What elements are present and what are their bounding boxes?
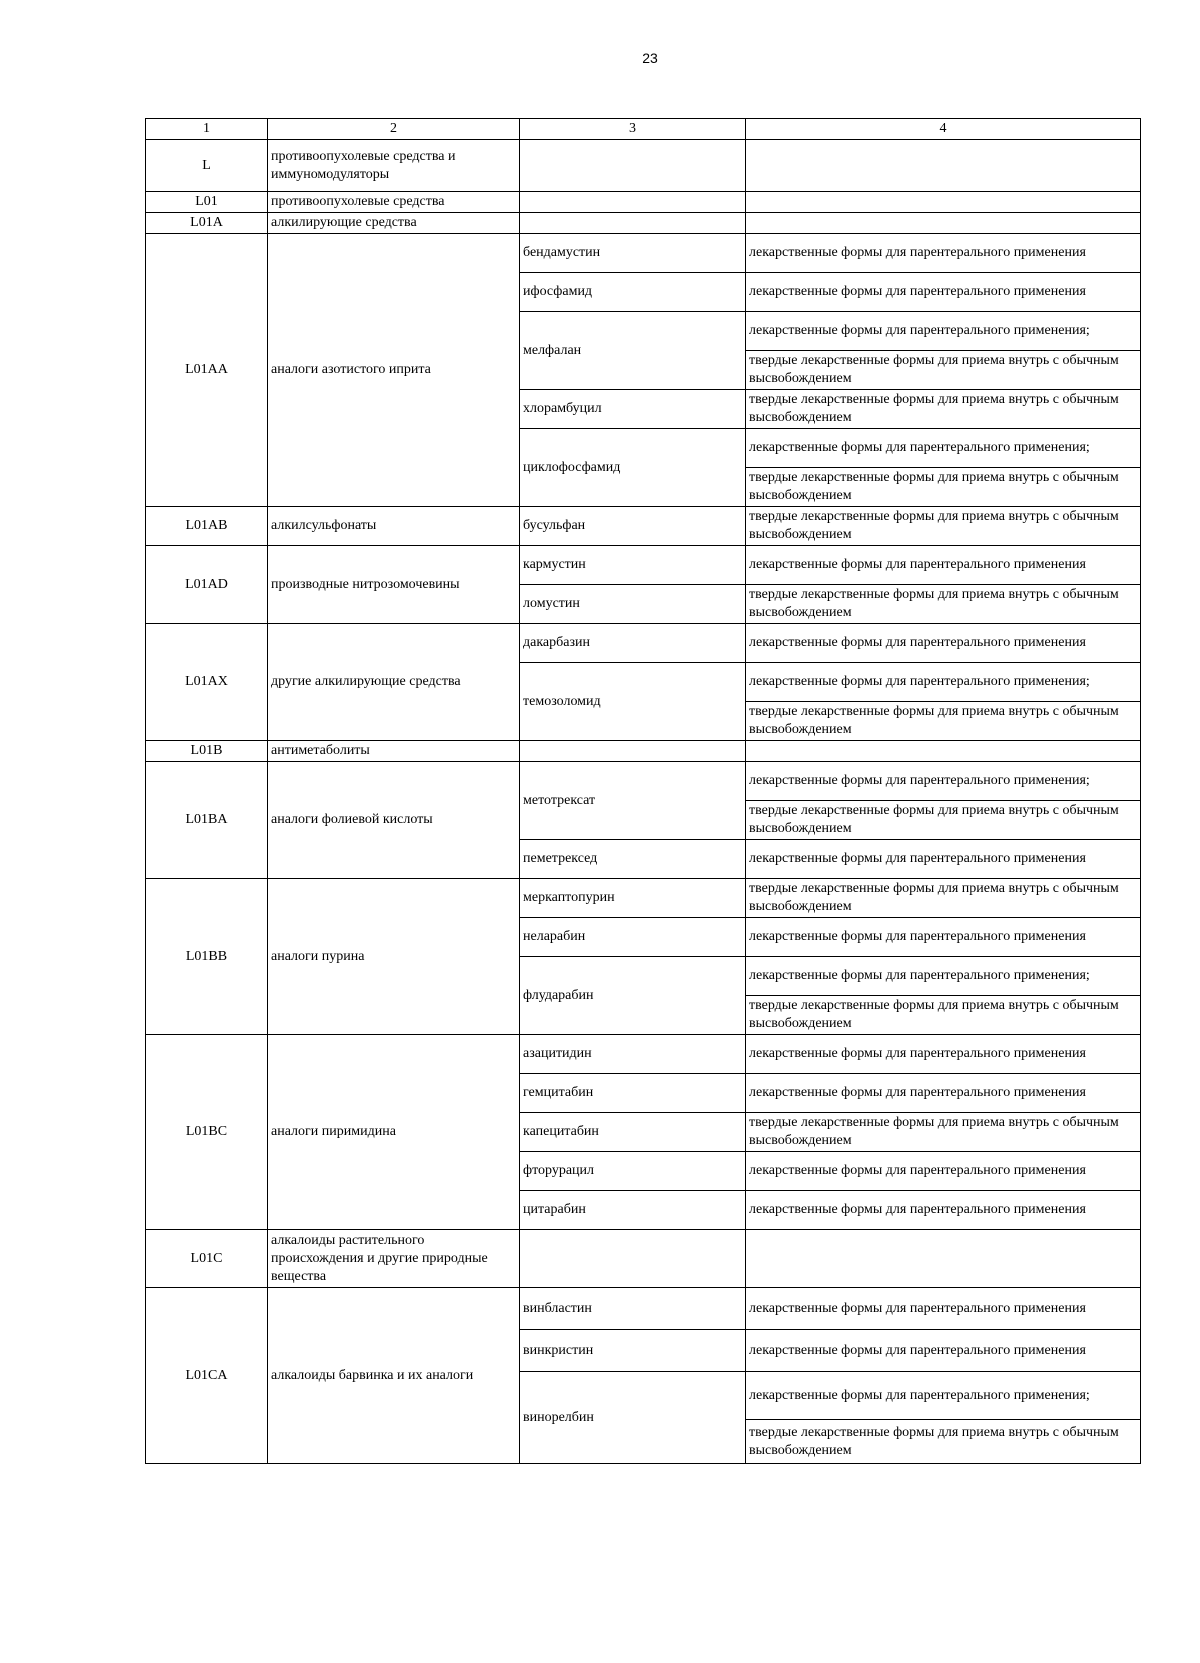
drug-name: метотрексат [520,762,746,840]
drug-name [520,1230,746,1288]
dosage-form: лекарственные формы для парентерального применения [746,546,1141,585]
table-row [146,741,1141,762]
table-row [146,140,1141,192]
group-name: алкалоиды растительного происхождения и другие природные вещества [268,1230,520,1288]
drug-name [520,192,746,213]
column-header: 2 [268,119,520,140]
dosage-form: лекарственные формы для парентерального применения [746,918,1141,957]
atc-code: L01AA [146,234,268,507]
dosage-form: твердые лекарственные формы для приема внутрь с обычным высвобождением [746,468,1141,507]
dosage-form: твердые лекарственные формы для приема внутрь с обычным высвобождением [746,351,1141,390]
dosage-form: твердые лекарственные формы для приема внутрь с обычным высвобождением [746,702,1141,741]
dosage-form: твердые лекарственные формы для приема внутрь с обычным высвобождением [746,507,1141,546]
dosage-form: лекарственные формы для парентерального применения [746,1035,1141,1074]
column-header: 4 [746,119,1141,140]
drug-name: винкристин [520,1330,746,1372]
drug-name: темозоломид [520,663,746,741]
atc-code: L01AX [146,624,268,741]
column-header: 3 [520,119,746,140]
drug-name: винбластин [520,1288,746,1330]
drug-name: бендамустин [520,234,746,273]
dosage-form: лекарственные формы для парентерального применения [746,234,1141,273]
dosage-form [746,1230,1141,1288]
medication-table [145,118,1141,1464]
dosage-form: лекарственные формы для парентерального применения; [746,1372,1141,1420]
drug-name: фторурацил [520,1152,746,1191]
group-name: аналоги фолиевой кислоты [268,762,520,879]
atc-code: L01BB [146,879,268,1035]
dosage-form: лекарственные формы для парентерального применения; [746,312,1141,351]
group-name: противоопухолевые средства и иммуномодуляторы [268,140,520,192]
dosage-form [746,213,1141,234]
drug-name: гемцитабин [520,1074,746,1113]
drug-name: ифосфамид [520,273,746,312]
atc-code: L01B [146,741,268,762]
dosage-form: лекарственные формы для парентерального применения [746,1330,1141,1372]
table-row [146,1230,1141,1288]
group-name: алкилсульфонаты [268,507,520,546]
drug-name: циклофосфамид [520,429,746,507]
atc-code: L01CA [146,1288,268,1464]
atc-code: L01BA [146,762,268,879]
drug-name [520,140,746,192]
atc-code: L01A [146,213,268,234]
dosage-form: твердые лекарственные формы для приема внутрь с обычным высвобождением [746,801,1141,840]
drug-name: пеметрексед [520,840,746,879]
dosage-form: лекарственные формы для парентерального применения; [746,957,1141,996]
column-header: 1 [146,119,268,140]
group-name: производные нитрозомочевины [268,546,520,624]
dosage-form [746,192,1141,213]
drug-name [520,213,746,234]
dosage-form: твердые лекарственные формы для приема внутрь с обычным высвобождением [746,585,1141,624]
drug-name: бусульфан [520,507,746,546]
drug-name: хлорамбуцил [520,390,746,429]
table-row [146,762,1141,801]
dosage-form: лекарственные формы для парентерального применения; [746,663,1141,702]
group-name: аналоги азотистого иприта [268,234,520,507]
group-name: алкилирующие средства [268,213,520,234]
group-name: алкалоиды барвинка и их аналоги [268,1288,520,1464]
atc-code: L01BC [146,1035,268,1230]
dosage-form: лекарственные формы для парентерального применения [746,840,1141,879]
drug-name: винорелбин [520,1372,746,1464]
dosage-form: лекарственные формы для парентерального применения; [746,429,1141,468]
drug-name [520,741,746,762]
table-header-row [146,119,1141,140]
dosage-form [746,140,1141,192]
table-row [146,507,1141,546]
group-name: аналоги пиримидина [268,1035,520,1230]
table-row [146,1288,1141,1330]
page-number: 23 [642,50,658,66]
atc-code: L01AB [146,507,268,546]
dosage-form: твердые лекарственные формы для приема внутрь с обычным высвобождением [746,390,1141,429]
drug-name: азацитидин [520,1035,746,1074]
drug-name: флударабин [520,957,746,1035]
dosage-form: лекарственные формы для парентерального применения [746,624,1141,663]
dosage-form: лекарственные формы для парентерального применения; [746,762,1141,801]
group-name: антиметаболиты [268,741,520,762]
group-name: аналоги пурина [268,879,520,1035]
dosage-form: твердые лекарственные формы для приема внутрь с обычным высвобождением [746,879,1141,918]
dosage-form: твердые лекарственные формы для приема внутрь с обычным высвобождением [746,1420,1141,1464]
table-row [146,546,1141,585]
drug-name: кармустин [520,546,746,585]
drug-name: мелфалан [520,312,746,390]
atc-code: L01 [146,192,268,213]
dosage-form: лекарственные формы для парентерального применения [746,1288,1141,1330]
drug-name: дакарбазин [520,624,746,663]
table-row [146,234,1141,273]
table-row [146,624,1141,663]
dosage-form: лекарственные формы для парентерального применения [746,1191,1141,1230]
dosage-form: лекарственные формы для парентерального применения [746,1152,1141,1191]
dosage-form: лекарственные формы для парентерального применения [746,1074,1141,1113]
drug-name: капецитабин [520,1113,746,1152]
table-row [146,1035,1141,1074]
dosage-form: лекарственные формы для парентерального применения [746,273,1141,312]
drug-name: меркаптопурин [520,879,746,918]
table-row [146,192,1141,213]
dosage-form [746,741,1141,762]
atc-code: L [146,140,268,192]
drug-name: ломустин [520,585,746,624]
atc-code: L01AD [146,546,268,624]
group-name: противоопухолевые средства [268,192,520,213]
table-row [146,213,1141,234]
table-row [146,879,1141,918]
dosage-form: твердые лекарственные формы для приема внутрь с обычным высвобождением [746,1113,1141,1152]
atc-code: L01C [146,1230,268,1288]
dosage-form: твердые лекарственные формы для приема внутрь с обычным высвобождением [746,996,1141,1035]
drug-name: цитарабин [520,1191,746,1230]
drug-name: неларабин [520,918,746,957]
group-name: другие алкилирующие средства [268,624,520,741]
